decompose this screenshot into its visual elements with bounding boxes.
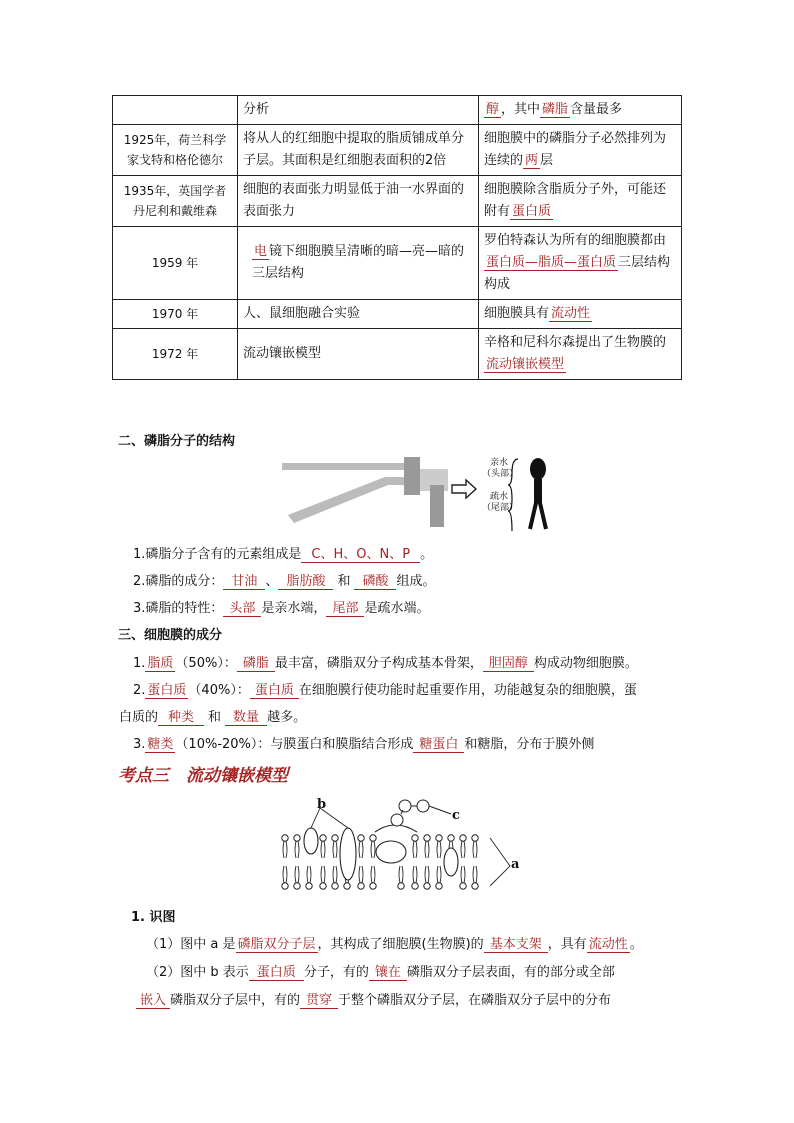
question-line	[133, 570, 436, 589]
text: 分子，有的	[303, 965, 369, 980]
text: 2.	[133, 683, 146, 698]
text: 是亲水端，	[261, 601, 327, 616]
text: 和糖脂，分布于膜外侧	[464, 737, 595, 752]
text: 磷脂双分子层中，有的	[170, 993, 301, 1008]
answer: 两	[525, 153, 539, 168]
text: 1.磷脂分子含有的元素组成是	[133, 547, 302, 562]
answer: 磷脂	[237, 656, 275, 672]
answer: 数量	[225, 710, 267, 726]
kaodian-title: 考点三 流动镶嵌模型	[118, 766, 288, 786]
text: 3.磷脂的特性：	[133, 601, 224, 616]
text: 2.磷脂的成分：	[133, 574, 224, 589]
component-line	[133, 652, 638, 671]
answer: 流动性	[588, 937, 628, 952]
text: 辛格和尼科尔森提出了生物膜的	[484, 335, 667, 350]
table-cell	[479, 329, 682, 380]
answer: 贯穿	[300, 993, 338, 1009]
phospholipid-figure	[280, 455, 580, 535]
table-cell: 1959 年	[113, 227, 238, 300]
answer: 蛋白质	[512, 204, 552, 219]
answer: 流动性	[551, 306, 591, 321]
table-cell	[479, 227, 682, 300]
table-row	[113, 329, 682, 380]
answer: 种类	[158, 710, 204, 726]
table-cell: 人、鼠细胞融合实验	[238, 300, 479, 329]
question-line	[133, 543, 433, 562]
text: 罗伯特森认为所有的细胞膜都由	[484, 233, 667, 248]
answer: 尾部	[326, 601, 364, 617]
question-line	[133, 597, 429, 616]
text: 越多。	[267, 710, 307, 725]
text: 1.	[133, 656, 146, 671]
answer: C、H、O、N、P	[301, 547, 420, 563]
text: 磷脂双分子层表面，有的部分或全部	[406, 965, 615, 980]
fluid-mosaic-figure	[275, 796, 535, 896]
section-title: 二、磷脂分子的结构	[118, 434, 236, 449]
component-line	[133, 733, 594, 752]
text: 是疏水端。	[364, 601, 430, 616]
answer: 脂质	[147, 656, 174, 671]
answer: 蛋白质	[250, 683, 299, 699]
answer: 磷脂双分子层	[237, 937, 316, 952]
table-cell: 流动镶嵌模型	[238, 329, 479, 380]
table-cell	[479, 96, 682, 125]
table-row	[113, 176, 682, 227]
table-cell: 1925年，荷兰科学家戈特和格伦德尔	[113, 125, 238, 176]
table-row	[113, 96, 682, 125]
answer: 醇	[486, 102, 500, 117]
answer: 糖类	[147, 737, 174, 752]
component-line	[133, 679, 637, 698]
table-row	[113, 300, 682, 329]
paragraph-line	[146, 933, 643, 952]
text: 镜下细胞膜呈清晰的暗—亮—暗的三层结构	[252, 244, 465, 281]
answer: 嵌入	[136, 993, 170, 1009]
text: ，具有	[547, 937, 587, 952]
text: 三层结构构成	[484, 255, 671, 292]
answer: 基本支架	[484, 937, 548, 953]
structural-formula	[282, 457, 448, 527]
label-c: c	[452, 808, 460, 823]
answer: 镶在	[369, 965, 407, 981]
table-cell	[113, 96, 238, 125]
text: 。	[420, 547, 434, 562]
answer: 甘油	[223, 574, 265, 590]
table-cell: 1935年，英国学者丹尼利和戴维森	[113, 176, 238, 227]
text: （10%-20%）：与膜蛋白和膜脂结合形成	[175, 737, 414, 752]
text: （1）图中 a 是	[146, 937, 236, 952]
glycoprotein-chain	[391, 800, 451, 826]
membrane-proteins	[304, 825, 458, 880]
answer: 流动镶嵌模型	[486, 357, 565, 372]
text: 白质的	[119, 710, 159, 725]
text: 层	[540, 153, 554, 168]
table-cell	[479, 176, 682, 227]
text: ，其构成了细胞膜(生物膜)的	[317, 937, 484, 952]
text: 和	[208, 710, 222, 725]
text: 3.	[133, 737, 146, 752]
table-cell	[238, 227, 479, 300]
text: 细胞膜中的磷脂分子必然排列为连续的	[484, 131, 667, 168]
text: 。	[629, 937, 643, 952]
text: 、	[265, 574, 279, 589]
answer: 磷脂	[542, 102, 569, 117]
table-row	[113, 125, 682, 176]
text: 构成动物细胞膜。	[533, 656, 638, 671]
table-row	[113, 227, 682, 300]
text: 于整个磷脂双分子层，在磷脂双分子层中的分布	[338, 993, 612, 1008]
hydrophilic-label: 亲水（头部）	[482, 458, 519, 479]
answer: 头部	[223, 601, 261, 617]
arrow-icon	[452, 480, 476, 498]
table-cell: 分析	[238, 96, 479, 125]
table-cell	[479, 125, 682, 176]
table-cell: 1970 年	[113, 300, 238, 329]
section-title: 1. 识图	[131, 910, 176, 925]
text: 在细胞膜行使功能时起重要作用，功能越复杂的细胞膜，蛋	[298, 683, 637, 698]
answer: 糖蛋白	[413, 737, 464, 753]
label-b: b	[317, 797, 327, 812]
hydrophobic-label: 疏水（尾部）	[482, 492, 519, 513]
text: ，其中	[501, 102, 541, 117]
history-table	[112, 95, 682, 380]
text: （50%）：	[175, 656, 237, 671]
paragraph-line	[136, 989, 611, 1008]
text: 组成。	[396, 574, 436, 589]
answer: 蛋白质	[147, 683, 187, 698]
text: 含量最多	[570, 102, 623, 117]
component-line	[119, 706, 306, 725]
text: 和	[337, 574, 351, 589]
table-cell: 1972 年	[113, 329, 238, 380]
paragraph-line	[146, 961, 615, 980]
text: （2）图中 b 表示	[146, 965, 249, 980]
text: 细胞膜除含脂质分子外，可能还附有	[484, 182, 667, 219]
text: 细胞膜具有	[484, 306, 550, 321]
table-cell: 将从人的红细胞中提取的脂质铺成单分子层。其面积是红细胞表面积的2倍	[238, 125, 479, 176]
answer: 蛋白质	[249, 965, 304, 981]
table-cell: 细胞的表面张力明显低于油一水界面的表面张力	[238, 176, 479, 227]
answer: 磷酸	[354, 574, 396, 590]
answer: 电	[254, 244, 268, 259]
text: （40%）：	[188, 683, 250, 698]
text: 最丰富，磷脂双分子构成基本骨架，	[274, 656, 483, 671]
answer: 胆固醇	[483, 656, 534, 672]
section-title: 三、细胞膜的成分	[118, 628, 223, 643]
answer: 脂肪酸	[278, 574, 333, 590]
table-cell	[479, 300, 682, 329]
label-a: a	[511, 857, 520, 872]
answer: 蛋白质—脂质—蛋白质	[486, 255, 617, 270]
